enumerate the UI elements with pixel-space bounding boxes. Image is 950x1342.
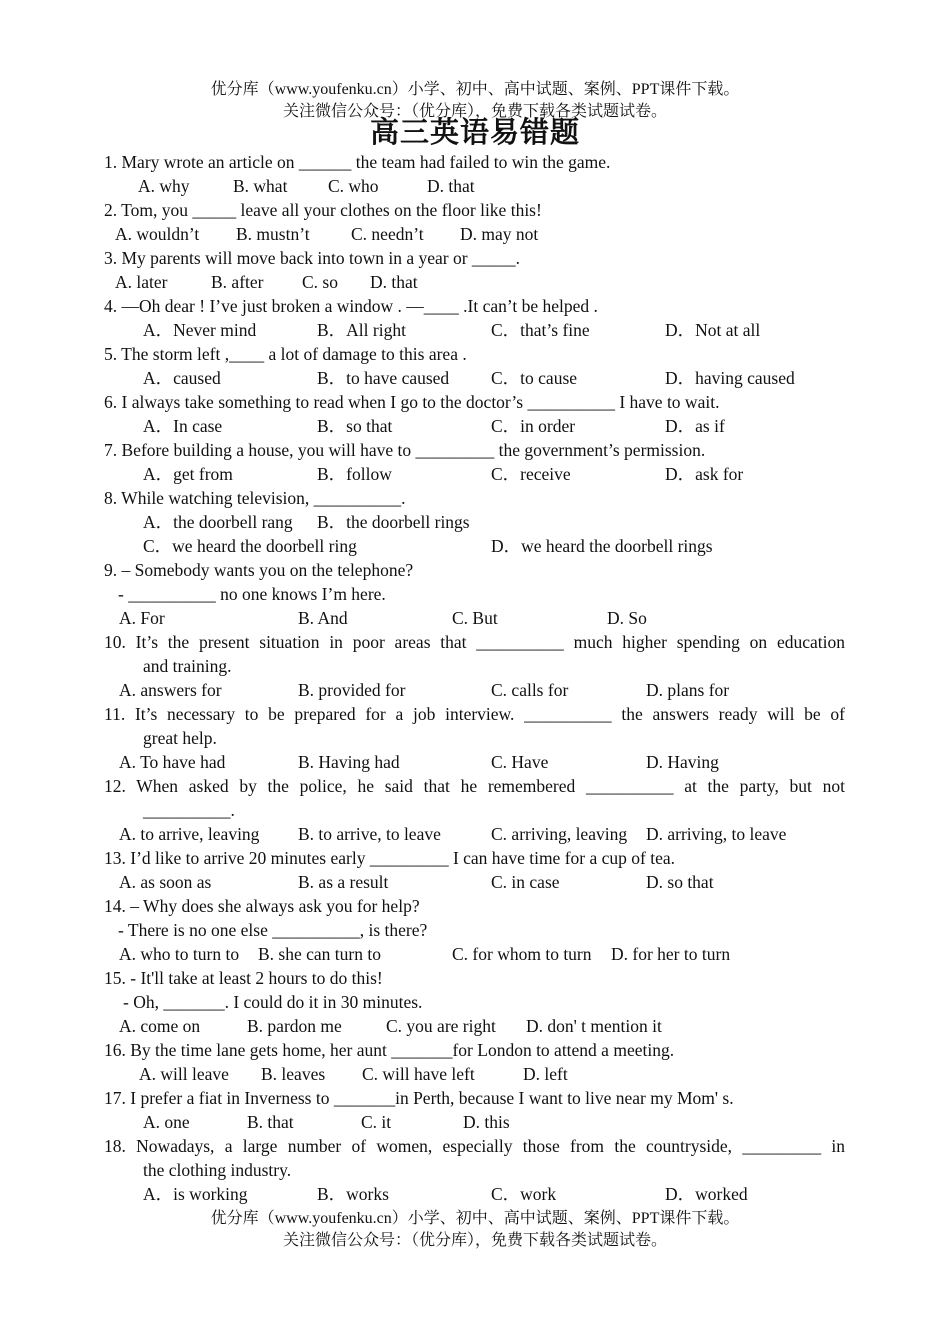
option-a: A. one	[143, 1112, 190, 1132]
option-b: B．All right	[317, 320, 406, 340]
option-d: D. that	[427, 176, 475, 196]
question-stem-continued: and training.	[143, 656, 232, 676]
question-stem: 15. - It'll take at least 2 hours to do this!	[104, 968, 383, 988]
question-stem: 1. Mary wrote an article on ______ the team had failed to win the game.	[104, 152, 611, 172]
option-c: C. it	[361, 1112, 392, 1132]
option-b: B. as a result	[298, 872, 389, 892]
question-stem: 7. Before building a house, you will have to _________ the government’s permission.	[104, 440, 706, 460]
option-row	[104, 678, 845, 702]
option-c: C．receive	[491, 464, 571, 484]
option-row	[104, 462, 845, 486]
option-b: B. mustn’t	[236, 224, 310, 244]
option-row	[104, 510, 845, 534]
option-c: C. arriving, leaving	[491, 824, 628, 844]
option-b: B. what	[233, 176, 288, 196]
option-b: B. pardon me	[247, 1016, 342, 1036]
option-d: D. for her to turn	[611, 944, 731, 964]
option-c: C. will have left	[362, 1064, 475, 1084]
question-stem-continued: - __________ no one knows I’m here.	[118, 584, 386, 604]
option-d: D. that	[370, 272, 418, 292]
question-stem-continued: - There is no one else __________, is there?	[118, 920, 428, 940]
question-stem: 12. When asked by the police, he said that he remembered __________ at the party, but not	[104, 776, 845, 796]
option-row	[104, 270, 845, 294]
question-stem: 11. It’s necessary to be prepared for a job interview. __________ the answers ready will be of	[104, 704, 845, 724]
question-stem: 5. The storm left ,____ a lot of damage to this area .	[104, 344, 467, 364]
option-a: A．In case	[143, 416, 223, 436]
option-b: B．the doorbell rings	[317, 512, 470, 532]
option-b: B. that	[247, 1112, 294, 1132]
question-stem: 18. Nowadays, a large number of women, especially those from the countryside, _________ in	[104, 1136, 845, 1156]
option-d: D．as if	[665, 416, 725, 436]
option-row	[104, 174, 845, 198]
option-c: C. so	[302, 272, 338, 292]
option-b: B. provided for	[298, 680, 406, 700]
option-c: C．that’s fine	[491, 320, 590, 340]
option-a: A. who to turn to	[119, 944, 240, 964]
option-a: A. to arrive, leaving	[119, 824, 260, 844]
option-a: A. For	[119, 608, 165, 628]
option-a: A. will leave	[139, 1064, 229, 1084]
question-stem: 2. Tom, you _____ leave all your clothes on the floor like this!	[104, 200, 542, 220]
option-d: D. this	[463, 1112, 510, 1132]
question-stem: 6. I always take something to read when I go to the doctor’s __________ I have to wait.	[104, 392, 720, 412]
question-stem: 9. – Somebody wants you on the telephone?	[104, 560, 414, 580]
option-row	[104, 318, 845, 342]
option-row	[104, 870, 845, 894]
option-d: D．we heard the doorbell rings	[491, 536, 713, 556]
question-stem-continued: the clothing industry.	[143, 1160, 292, 1180]
option-c: C．we heard the doorbell ring	[143, 536, 357, 556]
option-row	[104, 942, 845, 966]
option-c: C. for whom to turn	[452, 944, 592, 964]
option-d: D. left	[523, 1064, 568, 1084]
footer-line-1: 优分库（www.youfenku.cn）小学、初中、高中试题、案例、PPT课件下载。	[210, 1210, 740, 1227]
option-row	[104, 1062, 845, 1086]
option-d: D．Not at all	[665, 320, 761, 340]
option-c: C. needn’t	[351, 224, 424, 244]
option-a: A．the doorbell rang	[143, 512, 293, 532]
question-stem-continued: __________.	[143, 800, 235, 820]
option-d: D．having caused	[665, 368, 795, 388]
option-a: A. as soon as	[119, 872, 212, 892]
header-line-1: 优分库（www.youfenku.cn）小学、初中、高中试题、案例、PPT课件下载。	[210, 81, 740, 98]
option-b: B．so that	[317, 416, 393, 436]
option-row	[104, 822, 845, 846]
option-b: B. leaves	[261, 1064, 326, 1084]
option-a: A. why	[138, 176, 190, 196]
option-a: A. come on	[119, 1016, 201, 1036]
question-list	[104, 150, 845, 1206]
option-c: C. Have	[491, 752, 549, 772]
option-c: C. you are right	[386, 1016, 496, 1036]
question-stem: 10. It’s the present situation in poor areas that __________ much higher spending on education	[104, 632, 845, 652]
option-b: B. to arrive, to leave	[298, 824, 441, 844]
option-c: C. calls for	[491, 680, 569, 700]
option-a: A．get from	[143, 464, 233, 484]
option-d: D. So	[607, 608, 647, 628]
footer-line-2: 关注微信公众号：（优分库），免费下载各类试题试卷。	[282, 1232, 667, 1249]
option-c: C．to cause	[491, 368, 578, 388]
option-d: D. arriving, to leave	[646, 824, 787, 844]
question-stem: 4. —Oh dear ! I’ve just broken a window . —____ .It can’t be helped .	[104, 296, 598, 316]
option-d: D．ask for	[665, 464, 744, 484]
question-stem: 17. I prefer a fiat in Inverness to _______in Perth, because I want to live near my Mom' s.	[104, 1088, 734, 1108]
option-b: B．to have caused	[317, 368, 450, 388]
header-line-2: 关注微信公众号：（优分库），免费下载各类试题试卷。	[282, 103, 667, 120]
option-row	[104, 750, 845, 774]
option-b: B．follow	[317, 464, 392, 484]
option-b: B. she can turn to	[258, 944, 381, 964]
question-stem-continued: great help.	[143, 728, 217, 748]
option-c: C. who	[328, 176, 379, 196]
option-a: A. To have had	[119, 752, 226, 772]
option-a: A．Never mind	[143, 320, 257, 340]
option-a: A. wouldn’t	[115, 224, 200, 244]
option-d: D. Having	[646, 752, 719, 772]
option-a: A．is working	[143, 1184, 248, 1204]
question-stem: 13. I’d like to arrive 20 minutes early _________ I can have time for a cup of tea.	[104, 848, 675, 868]
question-stem: 3. My parents will move back into town in a year or _____.	[104, 248, 521, 268]
option-row	[104, 1014, 845, 1038]
question-stem-continued: - Oh, _______. I could do it in 30 minutes.	[123, 992, 423, 1012]
option-b: B. Having had	[298, 752, 400, 772]
option-c: C. in case	[491, 872, 560, 892]
option-c: C．in order	[491, 416, 576, 436]
option-d: D. plans for	[646, 680, 730, 700]
option-a: A. answers for	[119, 680, 222, 700]
option-c: C．work	[491, 1184, 557, 1204]
option-d: D. so that	[646, 872, 714, 892]
option-row	[104, 414, 845, 438]
option-b: B．works	[317, 1184, 389, 1204]
option-d: D. may not	[460, 224, 539, 244]
option-d: D．worked	[665, 1184, 748, 1204]
option-a: A．caused	[143, 368, 221, 388]
option-row	[104, 1182, 845, 1206]
question-stem: 16. By the time lane gets home, her aunt _______for London to attend a meeting.	[104, 1040, 675, 1060]
option-row	[104, 534, 845, 558]
page-title: 高三英语易错题	[369, 115, 580, 149]
question-stem: 8. While watching television, __________.	[104, 488, 406, 508]
option-row	[104, 222, 845, 246]
option-a: A. later	[115, 272, 168, 292]
option-c: C. But	[452, 608, 498, 628]
option-b: B. after	[211, 272, 264, 292]
question-stem: 14. – Why does she always ask you for help?	[104, 896, 420, 916]
option-row	[104, 366, 845, 390]
option-row	[104, 1110, 845, 1134]
option-b: B. And	[298, 608, 348, 628]
option-d: D. don' t mention it	[526, 1016, 662, 1036]
option-row	[104, 606, 845, 630]
